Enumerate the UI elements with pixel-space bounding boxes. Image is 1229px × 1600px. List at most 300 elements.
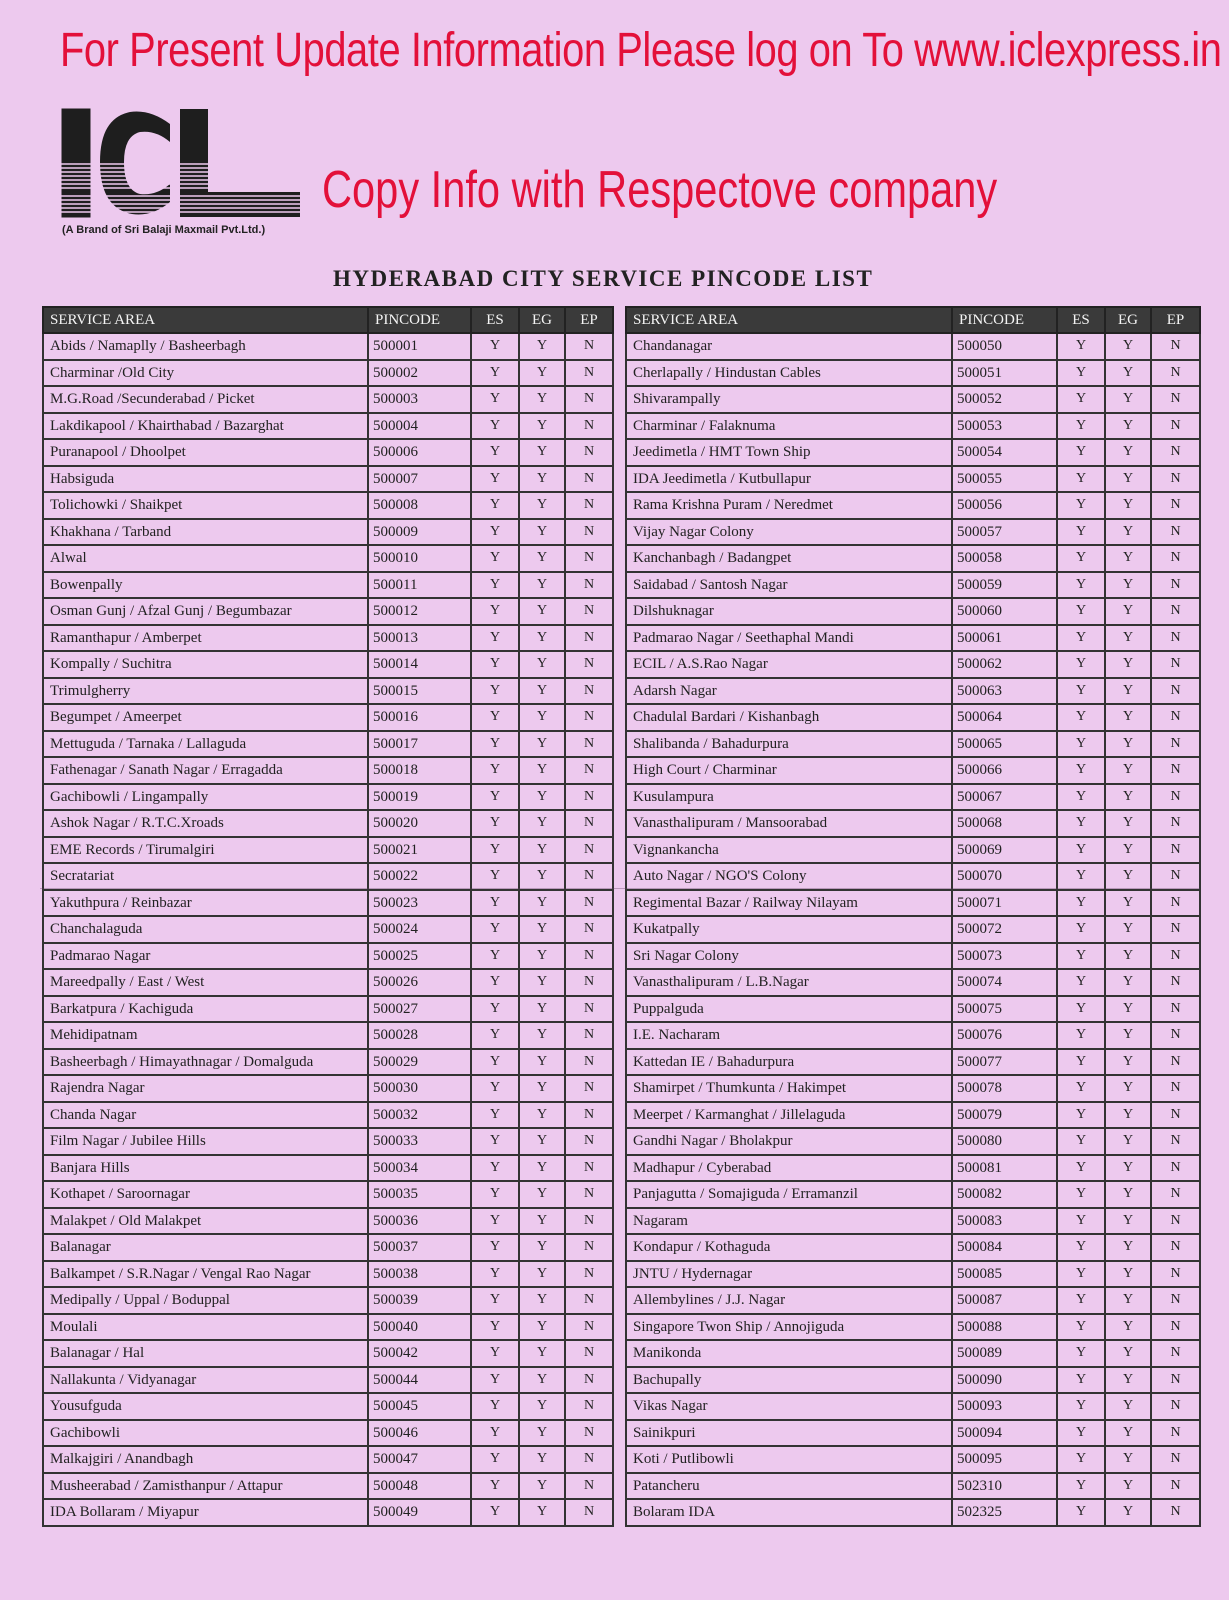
ep-cell: N <box>565 492 613 519</box>
ep-cell: N <box>1151 1075 1200 1102</box>
eg-cell: Y <box>519 1287 565 1314</box>
es-cell: Y <box>471 1314 519 1341</box>
eg-cell: Y <box>519 916 565 943</box>
ep-cell: N <box>565 1208 613 1235</box>
pincode-cell: 500095 <box>952 1446 1057 1473</box>
pincode-cell: 500027 <box>368 996 471 1023</box>
table-row <box>626 492 1200 519</box>
pincode-cell: 500075 <box>952 996 1057 1023</box>
service-area-cell: Meerpet / Karmanghat / Jillelaguda <box>626 1102 952 1129</box>
table-row <box>626 731 1200 758</box>
pincode-cell: 500072 <box>952 916 1057 943</box>
pincode-cell: 500048 <box>368 1473 471 1500</box>
service-area-cell: Gandhi Nagar / Bholakpur <box>626 1128 952 1155</box>
service-area-cell: Trimulgherry <box>43 678 368 705</box>
service-area-cell: Patancheru <box>626 1473 952 1500</box>
service-area-cell: Kattedan IE / Bahadurpura <box>626 1049 952 1076</box>
ep-cell: N <box>1151 598 1200 625</box>
ep-cell: N <box>565 1446 613 1473</box>
table-row <box>43 731 613 758</box>
service-area-cell: Shalibanda / Bahadurpura <box>626 731 952 758</box>
eg-cell: Y <box>519 678 565 705</box>
pincode-cell: 500053 <box>952 413 1057 440</box>
ep-cell: N <box>1151 625 1200 652</box>
es-cell: Y <box>1057 333 1105 360</box>
ep-cell: N <box>565 757 613 784</box>
service-area-cell: Auto Nagar / NGO'S Colony <box>626 863 952 890</box>
pincode-cell: 500085 <box>952 1261 1057 1288</box>
table-row <box>626 1128 1200 1155</box>
service-area-cell: Charminar /Old City <box>43 360 368 387</box>
header-eg: EG <box>1105 307 1151 333</box>
pincode-cell: 500030 <box>368 1075 471 1102</box>
table-row <box>626 996 1200 1023</box>
table-row <box>43 704 613 731</box>
es-cell: Y <box>471 439 519 466</box>
eg-cell: Y <box>1105 996 1151 1023</box>
service-area-cell: Abids / Namaplly / Basheerbagh <box>43 333 368 360</box>
eg-cell: Y <box>519 1155 565 1182</box>
table-row <box>626 1049 1200 1076</box>
copy-info-banner: Copy Info with Respectove company <box>322 161 998 219</box>
pincode-cell: 500014 <box>368 651 471 678</box>
service-area-cell: Nallakunta / Vidyanagar <box>43 1367 368 1394</box>
service-area-cell: IDA Jeedimetla / Kutbullapur <box>626 466 952 493</box>
eg-cell: Y <box>1105 1075 1151 1102</box>
ep-cell: N <box>565 651 613 678</box>
table-row <box>626 625 1200 652</box>
service-area-cell: Barkatpura / Kachiguda <box>43 996 368 1023</box>
service-area-cell: Moulali <box>43 1314 368 1341</box>
eg-cell: Y <box>519 360 565 387</box>
eg-cell: Y <box>519 1420 565 1447</box>
es-cell: Y <box>1057 837 1105 864</box>
es-cell: Y <box>471 386 519 413</box>
service-area-cell: JNTU / Hydernagar <box>626 1261 952 1288</box>
es-cell: Y <box>471 651 519 678</box>
table-row <box>43 678 613 705</box>
es-cell: Y <box>1057 863 1105 890</box>
pincode-cell: 500029 <box>368 1049 471 1076</box>
ep-cell: N <box>565 678 613 705</box>
pincode-cell: 500051 <box>952 360 1057 387</box>
service-area-cell: IDA Bollaram / Miyapur <box>43 1499 368 1526</box>
pincode-cell: 500001 <box>368 333 471 360</box>
table-row <box>626 360 1200 387</box>
table-row <box>43 1420 613 1447</box>
eg-cell: Y <box>519 413 565 440</box>
ep-cell: N <box>1151 386 1200 413</box>
pincode-cell: 500065 <box>952 731 1057 758</box>
eg-cell: Y <box>1105 492 1151 519</box>
eg-cell: Y <box>1105 837 1151 864</box>
table-row <box>626 1367 1200 1394</box>
eg-cell: Y <box>1105 1393 1151 1420</box>
eg-cell: Y <box>519 1393 565 1420</box>
ep-cell: N <box>565 1367 613 1394</box>
service-area-cell: Yakuthpura / Reinbazar <box>43 890 368 917</box>
ep-cell: N <box>1151 1446 1200 1473</box>
eg-cell: Y <box>519 466 565 493</box>
eg-cell: Y <box>519 598 565 625</box>
pincode-cell: 500021 <box>368 837 471 864</box>
eg-cell: Y <box>519 625 565 652</box>
es-cell: Y <box>1057 784 1105 811</box>
service-area-cell: Saidabad / Santosh Nagar <box>626 572 952 599</box>
eg-cell: Y <box>519 837 565 864</box>
es-cell: Y <box>1057 969 1105 996</box>
ep-cell: N <box>1151 1181 1200 1208</box>
ep-cell: N <box>1151 439 1200 466</box>
ep-cell: N <box>1151 784 1200 811</box>
pincode-cell: 500019 <box>368 784 471 811</box>
eg-cell: Y <box>1105 1128 1151 1155</box>
eg-cell: Y <box>1105 890 1151 917</box>
pincode-cell: 500034 <box>368 1155 471 1182</box>
ep-cell: N <box>1151 519 1200 546</box>
eg-cell: Y <box>1105 1208 1151 1235</box>
pincode-cell: 500076 <box>952 1022 1057 1049</box>
es-cell: Y <box>1057 1234 1105 1261</box>
table-row <box>43 413 613 440</box>
service-area-cell: Gachibowli / Lingampally <box>43 784 368 811</box>
es-cell: Y <box>1057 996 1105 1023</box>
pincode-cell: 500026 <box>368 969 471 996</box>
eg-cell: Y <box>519 545 565 572</box>
ep-cell: N <box>565 1022 613 1049</box>
pincode-cell: 500066 <box>952 757 1057 784</box>
eg-cell: Y <box>1105 386 1151 413</box>
table-row <box>43 1287 613 1314</box>
table-row <box>626 1287 1200 1314</box>
ep-cell: N <box>1151 1420 1200 1447</box>
ep-cell: N <box>1151 333 1200 360</box>
service-area-cell: Padmarao Nagar <box>43 943 368 970</box>
eg-cell: Y <box>519 810 565 837</box>
es-cell: Y <box>1057 1446 1105 1473</box>
pincode-cell: 500037 <box>368 1234 471 1261</box>
header-eg: EG <box>519 307 565 333</box>
ep-cell: N <box>565 1314 613 1341</box>
es-cell: Y <box>471 890 519 917</box>
es-cell: Y <box>471 943 519 970</box>
brand-line: (A Brand of Sri Balaji Maxmail Pvt.Ltd.) <box>62 224 266 236</box>
eg-cell: Y <box>519 969 565 996</box>
eg-cell: Y <box>519 333 565 360</box>
pincode-cell: 500004 <box>368 413 471 440</box>
ep-cell: N <box>565 466 613 493</box>
service-area-cell: Yousufguda <box>43 1393 368 1420</box>
pincode-cell: 500035 <box>368 1181 471 1208</box>
pincode-cell: 500044 <box>368 1367 471 1394</box>
table-row <box>626 1155 1200 1182</box>
service-area-cell: Puranapool / Dhoolpet <box>43 439 368 466</box>
service-area-cell: Manikonda <box>626 1340 952 1367</box>
eg-cell: Y <box>1105 1022 1151 1049</box>
es-cell: Y <box>471 519 519 546</box>
pincode-cell: 500020 <box>368 810 471 837</box>
pincode-cell: 500067 <box>952 784 1057 811</box>
service-area-cell: Banjara Hills <box>43 1155 368 1182</box>
ep-cell: N <box>565 863 613 890</box>
service-area-cell: Madhapur / Cyberabad <box>626 1155 952 1182</box>
service-area-cell: Shamirpet / Thumkunta / Hakimpet <box>626 1075 952 1102</box>
service-area-cell: Rama Krishna Puram / Neredmet <box>626 492 952 519</box>
eg-cell: Y <box>1105 413 1151 440</box>
pincode-cell: 500006 <box>368 439 471 466</box>
ep-cell: N <box>565 1049 613 1076</box>
eg-cell: Y <box>1105 757 1151 784</box>
table-row <box>43 1314 613 1341</box>
pincode-cell: 500087 <box>952 1287 1057 1314</box>
es-cell: Y <box>471 1128 519 1155</box>
ep-cell: N <box>1151 1287 1200 1314</box>
service-area-cell: Balkampet / S.R.Nagar / Vengal Rao Nagar <box>43 1261 368 1288</box>
eg-cell: Y <box>1105 1314 1151 1341</box>
es-cell: Y <box>471 969 519 996</box>
table-row <box>43 1473 613 1500</box>
eg-cell: Y <box>519 519 565 546</box>
table-row <box>626 810 1200 837</box>
ep-cell: N <box>1151 1499 1200 1526</box>
table-row <box>43 519 613 546</box>
eg-cell: Y <box>519 1314 565 1341</box>
es-cell: Y <box>1057 810 1105 837</box>
icl-logo <box>60 104 305 224</box>
es-cell: Y <box>1057 731 1105 758</box>
eg-cell: Y <box>1105 916 1151 943</box>
service-area-cell: Sainikpuri <box>626 1420 952 1447</box>
service-area-cell: Bolaram IDA <box>626 1499 952 1526</box>
service-area-cell: Koti / Putlibowli <box>626 1446 952 1473</box>
es-cell: Y <box>1057 1314 1105 1341</box>
table-row <box>626 651 1200 678</box>
es-cell: Y <box>1057 1420 1105 1447</box>
eg-cell: Y <box>519 1261 565 1288</box>
pincode-cell: 500062 <box>952 651 1057 678</box>
ep-cell: N <box>565 1181 613 1208</box>
table-row <box>43 757 613 784</box>
table-row <box>43 1155 613 1182</box>
pincode-cell: 500078 <box>952 1075 1057 1102</box>
service-area-cell: Alwal <box>43 545 368 572</box>
table-row <box>626 969 1200 996</box>
service-area-cell: Panjagutta / Somajiguda / Erramanzil <box>626 1181 952 1208</box>
es-cell: Y <box>471 1208 519 1235</box>
es-cell: Y <box>471 731 519 758</box>
service-area-cell: Sri Nagar Colony <box>626 943 952 970</box>
pincode-cell: 500083 <box>952 1208 1057 1235</box>
service-area-cell: I.E. Nacharam <box>626 1022 952 1049</box>
service-area-cell: Singapore Twon Ship / Annojiguda <box>626 1314 952 1341</box>
es-cell: Y <box>471 545 519 572</box>
header-pincode: PINCODE <box>368 307 471 333</box>
es-cell: Y <box>1057 545 1105 572</box>
service-area-cell: Chanchalaguda <box>43 916 368 943</box>
pincode-cell: 500011 <box>368 572 471 599</box>
ep-cell: N <box>565 1102 613 1129</box>
es-cell: Y <box>471 625 519 652</box>
table-row <box>43 572 613 599</box>
table-row <box>626 1234 1200 1261</box>
es-cell: Y <box>1057 1393 1105 1420</box>
pincode-cell: 500007 <box>368 466 471 493</box>
table-row <box>626 466 1200 493</box>
eg-cell: Y <box>1105 810 1151 837</box>
pincode-cell: 500060 <box>952 598 1057 625</box>
pincode-cell: 500074 <box>952 969 1057 996</box>
eg-cell: Y <box>1105 1287 1151 1314</box>
es-cell: Y <box>1057 757 1105 784</box>
ep-cell: N <box>565 519 613 546</box>
service-area-cell: Balanagar / Hal <box>43 1340 368 1367</box>
eg-cell: Y <box>1105 651 1151 678</box>
eg-cell: Y <box>519 784 565 811</box>
eg-cell: Y <box>1105 466 1151 493</box>
service-area-cell: Ashok Nagar / R.T.C.Xroads <box>43 810 368 837</box>
eg-cell: Y <box>1105 1420 1151 1447</box>
service-area-cell: Chandanagar <box>626 333 952 360</box>
table-row <box>43 1128 613 1155</box>
es-cell: Y <box>471 1075 519 1102</box>
es-cell: Y <box>471 333 519 360</box>
pincode-cell: 500017 <box>368 731 471 758</box>
pincode-cell: 500080 <box>952 1128 1057 1155</box>
pincode-table-right <box>625 306 1201 1527</box>
paper-fold-line <box>40 888 1200 889</box>
table-row <box>43 1261 613 1288</box>
table-row <box>626 1022 1200 1049</box>
eg-cell: Y <box>1105 704 1151 731</box>
service-area-cell: Kusulampura <box>626 784 952 811</box>
pincode-cell: 500028 <box>368 1022 471 1049</box>
pincode-cell: 500054 <box>952 439 1057 466</box>
table-row <box>43 360 613 387</box>
eg-cell: Y <box>1105 519 1151 546</box>
pincode-cell: 500064 <box>952 704 1057 731</box>
es-cell: Y <box>471 413 519 440</box>
pincode-cell: 500032 <box>368 1102 471 1129</box>
pincode-cell: 500079 <box>952 1102 1057 1129</box>
pincode-cell: 500055 <box>952 466 1057 493</box>
table-row <box>43 943 613 970</box>
eg-cell: Y <box>519 943 565 970</box>
es-cell: Y <box>1057 1155 1105 1182</box>
service-area-cell: Vikas Nagar <box>626 1393 952 1420</box>
es-cell: Y <box>1057 1075 1105 1102</box>
eg-cell: Y <box>519 1049 565 1076</box>
ep-cell: N <box>1151 545 1200 572</box>
ep-cell: N <box>565 1261 613 1288</box>
es-cell: Y <box>471 996 519 1023</box>
es-cell: Y <box>1057 519 1105 546</box>
es-cell: Y <box>471 1287 519 1314</box>
pincode-cell: 500090 <box>952 1367 1057 1394</box>
table-row <box>43 1181 613 1208</box>
es-cell: Y <box>471 837 519 864</box>
ep-cell: N <box>1151 572 1200 599</box>
ep-cell: N <box>565 360 613 387</box>
pincode-cell: 500059 <box>952 572 1057 599</box>
es-cell: Y <box>1057 1102 1105 1129</box>
service-area-cell: Osman Gunj / Afzal Gunj / Begumbazar <box>43 598 368 625</box>
ep-cell: N <box>565 413 613 440</box>
es-cell: Y <box>1057 1499 1105 1526</box>
eg-cell: Y <box>519 572 565 599</box>
ep-cell: N <box>565 943 613 970</box>
pincode-cell: 500061 <box>952 625 1057 652</box>
eg-cell: Y <box>1105 969 1151 996</box>
table-row <box>626 1499 1200 1526</box>
eg-cell: Y <box>1105 1473 1151 1500</box>
table-row <box>626 386 1200 413</box>
service-area-cell: Lakdikapool / Khairthabad / Bazarghat <box>43 413 368 440</box>
ep-cell: N <box>1151 863 1200 890</box>
table-row <box>43 466 613 493</box>
eg-cell: Y <box>1105 333 1151 360</box>
ep-cell: N <box>565 545 613 572</box>
service-area-cell: High Court / Charminar <box>626 757 952 784</box>
pincode-cell: 500012 <box>368 598 471 625</box>
eg-cell: Y <box>519 1340 565 1367</box>
es-cell: Y <box>1057 572 1105 599</box>
table-row <box>626 863 1200 890</box>
ep-cell: N <box>1151 360 1200 387</box>
service-area-cell: Vijay Nagar Colony <box>626 519 952 546</box>
table-row <box>626 916 1200 943</box>
ep-cell: N <box>1151 810 1200 837</box>
ep-cell: N <box>565 1287 613 1314</box>
table-row <box>43 969 613 996</box>
ep-cell: N <box>1151 1128 1200 1155</box>
ep-cell: N <box>565 333 613 360</box>
ep-cell: N <box>565 969 613 996</box>
table-row <box>43 1208 613 1235</box>
service-area-cell: Malakpet / Old Malakpet <box>43 1208 368 1235</box>
pincode-cell: 500040 <box>368 1314 471 1341</box>
es-cell: Y <box>1057 678 1105 705</box>
eg-cell: Y <box>1105 863 1151 890</box>
pincode-cell: 500052 <box>952 386 1057 413</box>
table-row <box>43 1499 613 1526</box>
es-cell: Y <box>471 1234 519 1261</box>
service-area-cell: Tolichowki / Shaikpet <box>43 492 368 519</box>
eg-cell: Y <box>1105 731 1151 758</box>
ep-cell: N <box>1151 704 1200 731</box>
es-cell: Y <box>1057 413 1105 440</box>
table-row <box>43 1393 613 1420</box>
eg-cell: Y <box>519 439 565 466</box>
table-row <box>626 1181 1200 1208</box>
es-cell: Y <box>471 572 519 599</box>
es-cell: Y <box>471 1446 519 1473</box>
ep-cell: N <box>1151 1234 1200 1261</box>
eg-cell: Y <box>519 1181 565 1208</box>
service-area-cell: Vanasthalipuram / L.B.Nagar <box>626 969 952 996</box>
table-row <box>626 1314 1200 1341</box>
table-row <box>43 784 613 811</box>
pincode-cell: 500056 <box>952 492 1057 519</box>
eg-cell: Y <box>1105 1155 1151 1182</box>
eg-cell: Y <box>519 757 565 784</box>
eg-cell: Y <box>519 863 565 890</box>
pincode-cell: 502325 <box>952 1499 1057 1526</box>
service-area-cell: Kukatpally <box>626 916 952 943</box>
ep-cell: N <box>1151 1393 1200 1420</box>
table-row <box>626 890 1200 917</box>
pincode-cell: 500046 <box>368 1420 471 1447</box>
pincode-cell: 500063 <box>952 678 1057 705</box>
